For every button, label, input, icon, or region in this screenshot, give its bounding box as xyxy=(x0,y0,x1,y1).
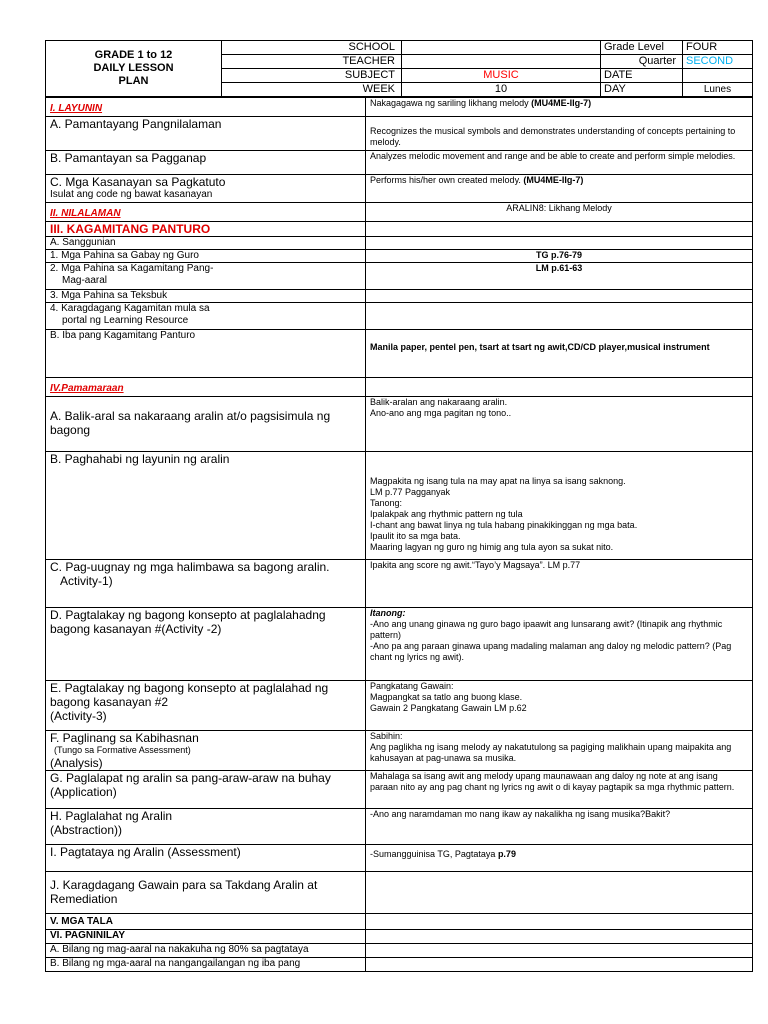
karagdagang-kagamitan-label: 4. Karagdagang Kagamitan mula sa portal ng Learning Resource xyxy=(46,303,366,330)
mga-tala-blank xyxy=(366,914,753,930)
layunin-text: Nakagagawa ng sariling likhang melody (MU4ME-IIg-7) xyxy=(366,98,753,117)
kasanayan-label xyxy=(46,175,366,203)
balik-aral-label: A. Balik-aral sa nakaraang aralin at/o pagsisimula ng bagong xyxy=(46,397,366,452)
subject-label: SUBJECT xyxy=(222,69,402,83)
paglinang-label: F. Paglinang sa Kabihasnan (Tungo sa Formative Assessment) (Analysis) xyxy=(46,731,366,771)
teksbuk-label: 3. Mga Pahina sa Teksbuk xyxy=(46,290,366,303)
pagtalakay-1-text: Itanong: -Ano ang unang ginawa ng guro bago ipaawit ang lunsarang awit? (Itinapik ang rhythmic pattern) -Ano pa ang paraan ginawa upang madaling malaman ang daloy ng melodic pattern? (Pag chant ng lyrics ng awit). xyxy=(366,608,753,681)
day-value: Lunes xyxy=(683,83,753,97)
paghahabi-text: Magpakita ng isang tula na may apat na linya sa isang saknong. LM p.77 Pagganyak Tanong: Ipalakpak ang rhythmic pattern ng tula I-chant ang bawat linya ng tula habang pinakikinggan ng mga bata. Ipaulit ito sa mga bata. Maaring lagyan ng guro ng himig ang tula ayon sa sukat nito. xyxy=(366,452,753,560)
mga-tala-heading: V. MGA TALA xyxy=(46,914,366,930)
date-value xyxy=(683,69,753,83)
karagdagang-gawain-blank xyxy=(366,872,753,914)
paglinang-text: Sabihin: Ang paglikha ng isang melody ay nakatutulong sa pagiging malikhain upang maipakita ang kahusayan at pag-unawa sa musika. xyxy=(366,731,753,771)
paglalapat-text: Mahalaga sa isang awit ang melody upang maunawaan ang daloy ng note at ang isang paraan nito ay ang pag chant ng lyrics ng awit o di kayay pagtapik sa mga rhythmic pattern. xyxy=(366,771,753,809)
title-line-2: DAILY LESSON xyxy=(93,62,174,74)
sanggunian-blank xyxy=(366,237,753,250)
kasanayan-sublabel: Isulat ang code ng bawat kasanayan xyxy=(50,189,213,200)
day-label: DAY xyxy=(601,83,683,97)
pamamaraan-heading: IV.Pamamaraan xyxy=(46,378,366,397)
grade-level-value: FOUR xyxy=(683,41,753,55)
title-line-1: GRADE 1 to 12 xyxy=(94,49,173,61)
pamantayang-pangnilalaman-label: A. Pamantayang Pangnilalaman xyxy=(46,117,366,151)
pag-uugnay-label: C. Pag-uugnay ng mga halimbawa sa bagong aralin. Activity-1) xyxy=(46,560,366,608)
pamamaraan-heading-blank xyxy=(366,378,753,397)
kasanayan-title: C. Mga Kasanayan sa Pagkatuto xyxy=(50,175,226,189)
quarter-value: SECOND xyxy=(683,55,753,69)
pagninilay-a-blank xyxy=(366,944,753,958)
sanggunian-label: A. Sanggunian xyxy=(46,237,366,250)
kagamitan-heading: III. KAGAMITANG PANTURO xyxy=(46,222,366,237)
school-value xyxy=(402,41,601,55)
paglalapat-label: G. Paglalapat ng aralin sa pang-araw-araw na buhay (Application) xyxy=(46,771,366,809)
date-label: DATE xyxy=(601,69,683,83)
pagninilay-b-blank xyxy=(366,958,753,972)
paglalahat-label: H. Paglalahat ng Aralin (Abstraction)) xyxy=(46,809,366,845)
week-label: WEEK xyxy=(222,83,402,97)
gabay-guro-label: 1. Mga Pahina sa Gabay ng Guro xyxy=(46,250,366,263)
karagdagang-kagamitan-blank xyxy=(366,303,753,330)
layunin-heading: I. LAYUNIN xyxy=(46,98,366,117)
kagamitan-heading-blank xyxy=(366,222,753,237)
pagtalakay-2-text: Pangkatang Gawain: Magpangkat sa tatlo ang buong klase. Gawain 2 Pangkatang Gawain LM p.62 xyxy=(366,681,753,731)
kagamitang-mag-aaral-label: 2. Mga Pahina sa Kagamitang Pang- Mag-aaral xyxy=(46,263,366,290)
pagninilay-a-label: A. Bilang ng mag-aaral na nakakuha ng 80% sa pagtataya xyxy=(46,944,366,958)
paglalahat-text: -Ano ang naramdaman mo nang ikaw ay nakalikha ng isang musika?Bakit? xyxy=(366,809,753,845)
kasanayan-text: Performs his/her own created melody. (MU4ME-IIg-7) xyxy=(366,175,753,203)
pamantayan-pagganap-text: Analyzes melodic movement and range and be able to create and perform simple melodies. xyxy=(366,151,753,175)
pagninilay-blank xyxy=(366,930,753,944)
pag-uugnay-text: Ipakita ang score ng awit.“Tayo’y Magsaya”. LM p.77 xyxy=(366,560,753,608)
paghahabi-label: B. Paghahabi ng layunin ng aralin xyxy=(46,452,366,560)
pagninilay-heading: VI. PAGNINILAY xyxy=(46,930,366,944)
pagtataya-label: I. Pagtataya ng Aralin (Assessment) xyxy=(46,845,366,872)
title-line-3: PLAN xyxy=(118,75,149,87)
kagamitang-mag-aaral-value: LM p.61-63 xyxy=(366,263,753,290)
pamantayang-pangnilalaman-text: Recognizes the musical symbols and demonstrates understanding of concepts pertaining to melody. xyxy=(366,117,753,151)
pagninilay-b-label: B. Bilang ng mga-aaral na nangangailangan ng iba pang xyxy=(46,958,366,972)
iba-pang-kagamitan-value: Manila paper, pentel pen, tsart at tsart ng awit,CD/CD player,musical instrument xyxy=(366,330,753,378)
header-table xyxy=(45,40,753,97)
dlp-title xyxy=(46,41,222,97)
subject-value: MUSIC xyxy=(402,69,601,83)
nilalaman-heading: II. NILALAMAN xyxy=(46,203,366,222)
pamantayan-pagganap-label: B. Pamantayan sa Pagganap xyxy=(46,151,366,175)
grade-level-label: Grade Level xyxy=(601,41,683,55)
week-value: 10 xyxy=(402,83,601,97)
gabay-guro-value: TG p.76-79 xyxy=(366,250,753,263)
quarter-label: Quarter xyxy=(601,55,683,69)
teacher-value xyxy=(402,55,601,69)
nilalaman-text: ARALIN8: Likhang Melody xyxy=(366,203,753,222)
iba-pang-kagamitan-label: B. Iba pang Kagamitang Panturo xyxy=(46,330,366,378)
teksbuk-blank xyxy=(366,290,753,303)
pagtalakay-1-label: D. Pagtalakay ng bagong konsepto at paglalahadng bagong kasanayan #(Activity -2) xyxy=(46,608,366,681)
balik-aral-text: Balik-aralan ang nakaraang aralin. Ano-ano ang mga pagitan ng tono.. xyxy=(366,397,753,452)
karagdagang-gawain-label: J. Karagdagang Gawain para sa Takdang Aralin at Remediation xyxy=(46,872,366,914)
main-table xyxy=(45,97,753,972)
school-label: SCHOOL xyxy=(222,41,402,55)
pagtataya-text: -Sumangguinisa TG, Pagtataya p.79 xyxy=(366,845,753,872)
pagtalakay-2-label: E. Pagtalakay ng bagong konsepto at paglalahad ng bagong kasanayan #2 (Activity-3) xyxy=(46,681,366,731)
teacher-label: TEACHER xyxy=(222,55,402,69)
lesson-plan-sheet xyxy=(45,40,752,972)
